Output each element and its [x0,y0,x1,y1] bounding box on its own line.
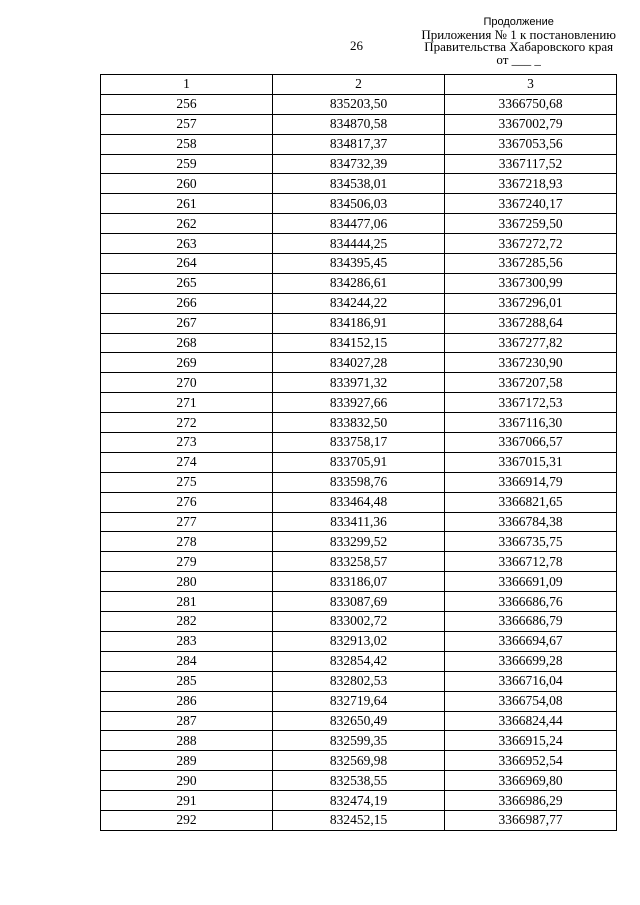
x-coordinate-cell: 834186,91 [273,313,445,333]
x-coordinate-cell: 833598,76 [273,472,445,492]
column-header: 2 [273,75,445,95]
annex-header [421,16,616,66]
x-coordinate-cell: 834027,28 [273,353,445,373]
point-number-cell: 277 [101,512,273,532]
table-row [101,631,617,651]
table-row [101,552,617,572]
y-coordinate-cell: 3366824,44 [445,711,617,731]
x-coordinate-cell: 834870,58 [273,114,445,134]
y-coordinate-cell: 3366716,04 [445,671,617,691]
point-number-cell: 286 [101,691,273,711]
point-number-cell: 266 [101,293,273,313]
y-coordinate-cell: 3367015,31 [445,452,617,472]
table-row [101,134,617,154]
x-coordinate-cell: 833464,48 [273,492,445,512]
table-row [101,651,617,671]
y-coordinate-cell: 3366914,79 [445,472,617,492]
x-coordinate-cell: 833758,17 [273,433,445,453]
y-coordinate-cell: 3367277,82 [445,333,617,353]
x-coordinate-cell: 833705,91 [273,452,445,472]
table-row [101,751,617,771]
point-number-cell: 275 [101,472,273,492]
x-coordinate-cell: 833186,07 [273,572,445,592]
x-coordinate-cell: 833927,66 [273,393,445,413]
table-row [101,433,617,453]
point-number-cell: 284 [101,651,273,671]
continued-label: Продолжение [483,16,554,28]
table-row [101,711,617,731]
y-coordinate-cell: 3367259,50 [445,214,617,234]
y-coordinate-cell: 3367288,64 [445,313,617,333]
point-number-cell: 278 [101,532,273,552]
x-coordinate-cell: 832719,64 [273,691,445,711]
table-row [101,413,617,433]
point-number-cell: 273 [101,433,273,453]
y-coordinate-cell: 3367272,72 [445,234,617,254]
table-row [101,313,617,333]
point-number-cell: 283 [101,631,273,651]
x-coordinate-cell: 833299,52 [273,532,445,552]
point-number-cell: 271 [101,393,273,413]
x-coordinate-cell: 832913,02 [273,631,445,651]
point-number-cell: 291 [101,791,273,811]
table-row [101,691,617,711]
y-coordinate-cell: 3366694,67 [445,631,617,651]
y-coordinate-cell: 3367240,17 [445,194,617,214]
point-number-cell: 269 [101,353,273,373]
y-coordinate-cell: 3366686,79 [445,612,617,632]
point-number-cell: 274 [101,452,273,472]
table-row [101,492,617,512]
table-row [101,273,617,293]
x-coordinate-cell: 835203,50 [273,94,445,114]
y-coordinate-cell: 3366699,28 [445,651,617,671]
table-row [101,333,617,353]
y-coordinate-cell: 3366987,77 [445,810,617,830]
point-number-cell: 265 [101,273,273,293]
point-number-cell: 282 [101,612,273,632]
y-coordinate-cell: 3367296,01 [445,293,617,313]
table-row [101,810,617,830]
x-coordinate-cell: 832650,49 [273,711,445,731]
point-number-cell: 292 [101,810,273,830]
y-coordinate-cell: 3366969,80 [445,771,617,791]
point-number-cell: 267 [101,313,273,333]
x-coordinate-cell: 832538,55 [273,771,445,791]
table-header-row [101,75,617,95]
annex-line-1: Приложения № 1 к постановлению [421,26,616,42]
point-number-cell: 264 [101,254,273,274]
x-coordinate-cell: 832802,53 [273,671,445,691]
point-number-cell: 268 [101,333,273,353]
table-row [101,174,617,194]
x-coordinate-cell: 834732,39 [273,154,445,174]
x-coordinate-cell: 833971,32 [273,373,445,393]
table-row [101,452,617,472]
point-number-cell: 280 [101,572,273,592]
table-row [101,154,617,174]
table-row [101,731,617,751]
point-number-cell: 272 [101,413,273,433]
table-row [101,532,617,552]
x-coordinate-cell: 834395,45 [273,254,445,274]
point-number-cell: 260 [101,174,273,194]
x-coordinate-cell: 834444,25 [273,234,445,254]
table-row [101,612,617,632]
page-number: 26 [350,38,363,53]
column-header: 1 [101,75,273,95]
point-number-cell: 279 [101,552,273,572]
x-coordinate-cell: 834817,37 [273,134,445,154]
y-coordinate-cell: 3367207,58 [445,373,617,393]
y-coordinate-cell: 3367053,56 [445,134,617,154]
point-number-cell: 262 [101,214,273,234]
y-coordinate-cell: 3366784,38 [445,512,617,532]
table-row [101,373,617,393]
table-row [101,791,617,811]
table-row [101,293,617,313]
table-row [101,512,617,532]
x-coordinate-cell: 833087,69 [273,592,445,612]
annex-line-3: от ___ _ [496,51,541,67]
table-row [101,671,617,691]
y-coordinate-cell: 3366754,08 [445,691,617,711]
x-coordinate-cell: 834286,61 [273,273,445,293]
table-row [101,194,617,214]
point-number-cell: 256 [101,94,273,114]
x-coordinate-cell: 832474,19 [273,791,445,811]
x-coordinate-cell: 832599,35 [273,731,445,751]
point-number-cell: 258 [101,134,273,154]
y-coordinate-cell: 3367218,93 [445,174,617,194]
coordinates-table [100,74,617,831]
y-coordinate-cell: 3366915,24 [445,731,617,751]
y-coordinate-cell: 3367285,56 [445,254,617,274]
point-number-cell: 263 [101,234,273,254]
y-coordinate-cell: 3366686,76 [445,592,617,612]
point-number-cell: 290 [101,771,273,791]
table-row [101,771,617,791]
x-coordinate-cell: 834244,22 [273,293,445,313]
table-row [101,353,617,373]
x-coordinate-cell: 832452,15 [273,810,445,830]
point-number-cell: 276 [101,492,273,512]
y-coordinate-cell: 3366986,29 [445,791,617,811]
y-coordinate-cell: 3366821,65 [445,492,617,512]
y-coordinate-cell: 3367116,30 [445,413,617,433]
x-coordinate-cell: 834152,15 [273,333,445,353]
point-number-cell: 281 [101,592,273,612]
table-row [101,214,617,234]
y-coordinate-cell: 3366952,54 [445,751,617,771]
x-coordinate-cell: 834538,01 [273,174,445,194]
y-coordinate-cell: 3366735,75 [445,532,617,552]
y-coordinate-cell: 3367002,79 [445,114,617,134]
x-coordinate-cell: 832854,42 [273,651,445,671]
y-coordinate-cell: 3366712,78 [445,552,617,572]
y-coordinate-cell: 3367172,53 [445,393,617,413]
point-number-cell: 289 [101,751,273,771]
y-coordinate-cell: 3367230,90 [445,353,617,373]
point-number-cell: 270 [101,373,273,393]
table-row [101,114,617,134]
table-row [101,94,617,114]
table-row [101,592,617,612]
table-body [101,94,617,830]
column-header: 3 [445,75,617,95]
annex-line-2: Правительства Хабаровского края [424,39,614,54]
x-coordinate-cell: 832569,98 [273,751,445,771]
point-number-cell: 285 [101,671,273,691]
y-coordinate-cell: 3366750,68 [445,94,617,114]
x-coordinate-cell: 834506,03 [273,194,445,214]
x-coordinate-cell: 833002,72 [273,612,445,632]
table-row [101,393,617,413]
x-coordinate-cell: 833832,50 [273,413,445,433]
y-coordinate-cell: 3366691,09 [445,572,617,592]
point-number-cell: 259 [101,154,273,174]
table-row [101,234,617,254]
table-row [101,572,617,592]
x-coordinate-cell: 833258,57 [273,552,445,572]
x-coordinate-cell: 833411,36 [273,512,445,532]
table-row [101,472,617,492]
point-number-cell: 257 [101,114,273,134]
point-number-cell: 287 [101,711,273,731]
x-coordinate-cell: 834477,06 [273,214,445,234]
point-number-cell: 261 [101,194,273,214]
point-number-cell: 288 [101,731,273,751]
y-coordinate-cell: 3367066,57 [445,433,617,453]
y-coordinate-cell: 3367300,99 [445,273,617,293]
table-row [101,254,617,274]
y-coordinate-cell: 3367117,52 [445,154,617,174]
